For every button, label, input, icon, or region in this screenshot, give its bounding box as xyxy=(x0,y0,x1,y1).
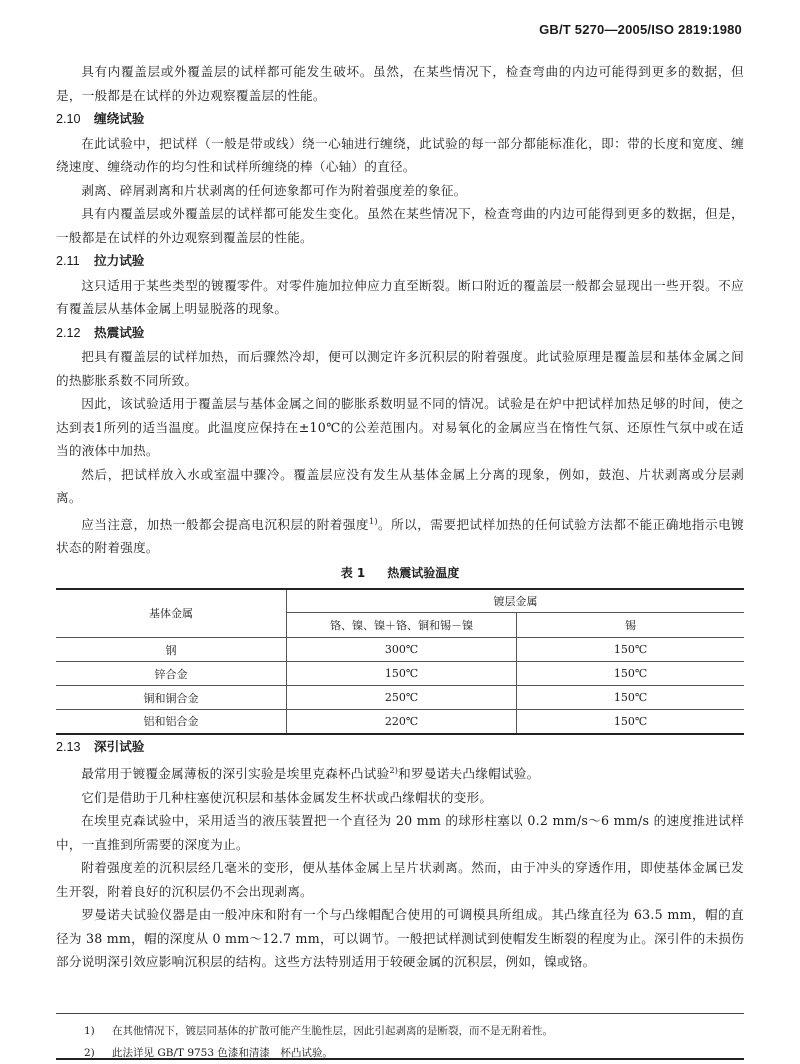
table-title: 热震试验温度 xyxy=(387,565,460,580)
paragraph-text: 。所以，需要把试样加热的任何试验方法都不能正确地指示电镀状态的附着强度。 xyxy=(56,516,745,556)
paragraph: 因此，该试验适用于覆盖层与基体金属之间的膨胀系数明显不同的情况。试验是在炉中把试样加热足够的时间，使之达到表1所列的适当温度。此温度应保持在±10℃的公差范围内。对易氧化的金属应当在惰性气氛、还原性气氛中或在适当的液体中加热。 xyxy=(56,396,744,458)
paragraph: 这只适用于某些类型的镀覆零件。对零件施加拉伸应力直至断裂。断口附近的覆盖层一般都会显现出一些开裂。不应有覆盖层从基体金属上明显脱落的现象。 xyxy=(56,277,744,316)
paragraph: 把具有覆盖层的试样加热，而后骤然冷却，便可以测定许多沉积层的附着强度。此试验原理是覆盖层和基体金属之间的热膨胀系数不同所致。 xyxy=(56,349,744,388)
table-row xyxy=(56,638,744,662)
intro-paragraph: 具有内覆盖层或外覆盖层的试样都可能发生破坏。虽然，在某些情况下，检查弯曲的内边可能得到更多的数据，但是，一般都是在试样的外边观察覆盖层的性能。 xyxy=(56,64,744,103)
section-title: 缠绕试验 xyxy=(94,111,145,126)
cell-temp-b: 150℃ xyxy=(517,662,745,686)
cell-temp-b: 150℃ xyxy=(517,686,745,710)
cell-temp-a: 220℃ xyxy=(287,710,517,734)
header-coating: 镀层金属 xyxy=(287,589,745,613)
paragraph xyxy=(56,759,744,786)
paragraph xyxy=(56,510,744,560)
footnote-ref: 1) xyxy=(369,516,378,526)
paragraph: 它们是借助于几种柱塞使沉积层和基体金属发生杯状或凸缘帽状的变形。 xyxy=(81,789,493,805)
table-number: 表 1 xyxy=(340,565,366,580)
footnote xyxy=(84,1042,744,1064)
table-row xyxy=(56,662,744,686)
footnotes xyxy=(56,1013,744,1064)
paragraph-text: 和罗曼诺夫凸缘帽试验。 xyxy=(398,766,540,782)
cell-substrate: 铜和铜合金 xyxy=(56,686,287,710)
cell-temp-a: 300℃ xyxy=(287,638,517,662)
table-row xyxy=(56,710,744,734)
cell-temp-a: 250℃ xyxy=(287,686,517,710)
section-number: 2.13 xyxy=(56,739,81,754)
section-heading-2-10 xyxy=(56,107,744,132)
paragraph-text: 应当注意，加热一般都会提高电沉积层的附着强度 xyxy=(81,516,369,532)
paragraph: 具有内覆盖层或外覆盖层的试样都可能发生变化。虽然在某些情况下，检查弯曲的内边可能得到更多的数据，但是，一般都是在试样的外边观察到覆盖层的性能。 xyxy=(56,206,744,245)
footnote-number: 1) xyxy=(84,1025,95,1037)
header-coating-b: 锡 xyxy=(517,613,745,638)
section-number: 2.10 xyxy=(56,112,81,126)
paragraph: 剥离、碎屑剥离和片状剥离的任何迹象都可作为附着强度差的象征。 xyxy=(81,182,467,198)
cell-temp-b: 150℃ xyxy=(517,710,745,734)
paragraph-text: 最常用于镀覆金属薄板的深引实验是埃里克森杯凸试验 xyxy=(81,766,390,782)
table-caption xyxy=(56,564,744,582)
cell-substrate: 铝和铝合金 xyxy=(56,710,287,734)
section-number: 2.12 xyxy=(56,325,81,340)
footnote-ref: 2) xyxy=(389,766,399,776)
section-title: 热震试验 xyxy=(94,324,145,340)
cell-substrate: 锌合金 xyxy=(56,662,287,686)
section-number: 2.11 xyxy=(56,254,80,268)
page-bottom-rule xyxy=(56,1058,744,1060)
footnote-number: 2) xyxy=(84,1047,95,1059)
cell-substrate: 钢 xyxy=(56,638,287,662)
cell-temp-a: 150℃ xyxy=(287,662,517,686)
header-coating-a: 铬、镍、镍＋铬、铜和锡－镍 xyxy=(287,613,517,638)
document-body xyxy=(56,60,744,974)
thermal-shock-table xyxy=(56,588,744,735)
paragraph: 罗曼诺夫试验仪器是由一般冲床和附有一个与凸缘帽配合使用的可调模具所组成。其凸缘直径为 63.5 mm，帽的直径为 38 mm，帽的深度从 0 mm～12.7 mm，可以调节。一般把试样测试到使帽发生断裂的程度为止。深引件的未损伤部分说明深引效应影响沉积层的结构。这些方法特别适用于较硬金属的沉积层，例如，镍或铬。 xyxy=(56,907,744,970)
paragraph: 然后，把试样放入水或室温中骤冷。覆盖层应没有发生从基体金属上分离的现象，例如，鼓泡、片状剥离或分层剥离。 xyxy=(56,466,744,505)
table-row xyxy=(56,686,744,710)
paragraph: 附着强度差的沉积层经几毫米的变形，便从基体金属上呈片状剥离。然而，由于冲头的穿透作用，即使基体金属已发生开裂，附着良好的沉积层仍不会出现剥离。 xyxy=(56,860,744,899)
footnote-text: 在其他情况下，镀层同基体的扩散可能产生脆性层，因此引起剥离的是断裂，而不是无附着性。 xyxy=(112,1025,553,1037)
section-title: 深引试验 xyxy=(94,738,145,754)
header-substrate: 基体金属 xyxy=(56,589,287,638)
paragraph: 在埃里克森试验中，采用适当的液压装置把一个直径为 20 mm 的球形柱塞以 0.2 mm/s～6 mm/s 的速度推进试样中，一直推到所需要的深度为止。 xyxy=(56,813,744,852)
section-title: 拉力试验 xyxy=(94,253,145,268)
section-heading-2-13 xyxy=(56,735,744,760)
paragraph: 在此试验中，把试样（一般是带或线）绕一心轴进行缠绕，此试验的每一部分都能标准化，即：带的长度和宽度、缠绕速度、缠绕动作的均匀性和试样所缠绕的棒（心轴）的直径。 xyxy=(56,135,744,174)
cell-temp-b: 150℃ xyxy=(517,638,745,662)
footnote-text: 此法详见 GB/T 9753 色漆和清漆 杯凸试验。 xyxy=(112,1047,333,1059)
section-heading-2-11 xyxy=(56,249,744,274)
footnote xyxy=(84,1020,744,1042)
section-heading-2-12 xyxy=(56,321,744,346)
standard-code: GB/T 5270—2005/ISO 2819:1980 xyxy=(539,22,742,37)
